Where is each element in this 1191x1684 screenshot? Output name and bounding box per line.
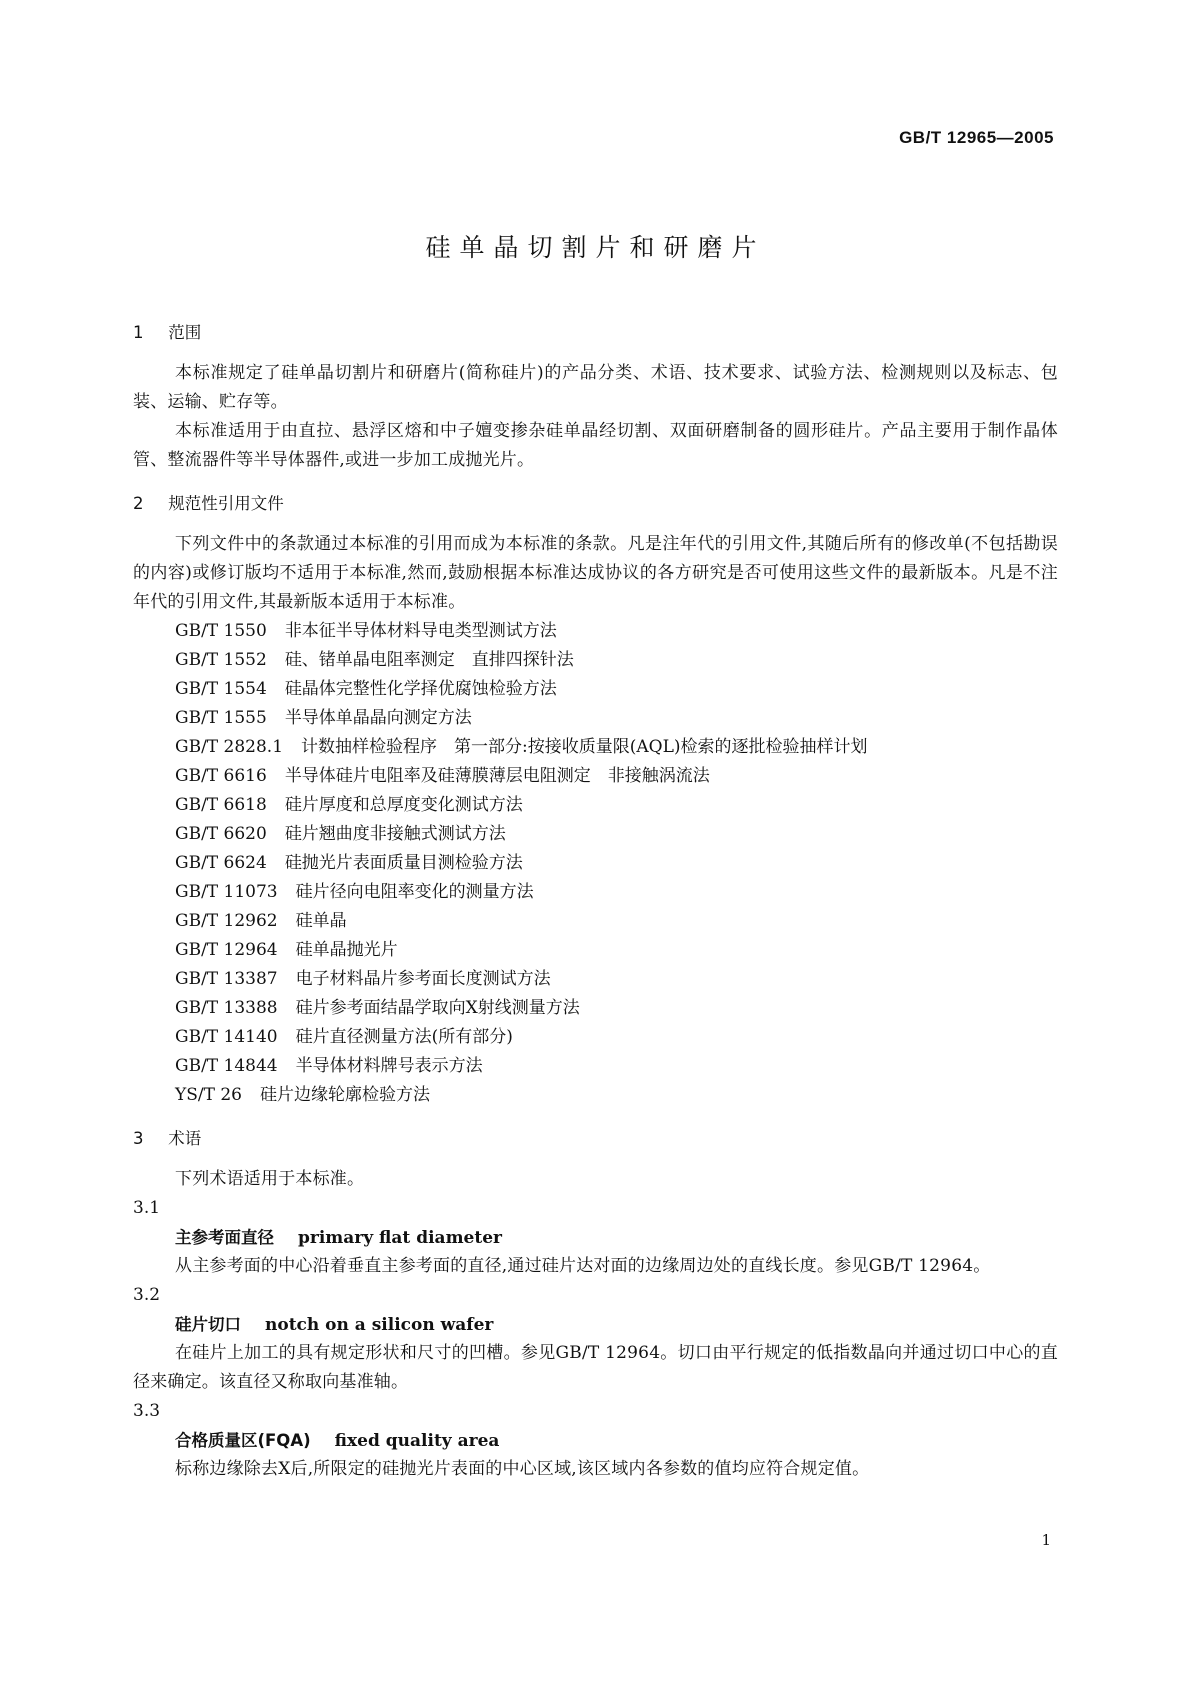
reference-code: GB/T 1550: [175, 621, 267, 641]
reference-item: [133, 704, 1058, 733]
reference-item: [133, 936, 1058, 965]
reference-title: 电子材料晶片参考面长度测试方法: [295, 969, 551, 989]
term-heading: [133, 1310, 1058, 1339]
term-en: notch on a silicon wafer: [265, 1315, 494, 1335]
reference-code: GB/T 6616: [175, 766, 267, 786]
reference-title: 硅片翘曲度非接触式测试方法: [284, 824, 506, 844]
term-heading: [133, 1426, 1058, 1455]
reference-title: 硅片径向电阻率变化的测量方法: [295, 882, 534, 902]
section-number: 1: [133, 323, 144, 342]
term-definition: 在硅片上加工的具有规定形状和尺寸的凹槽。参见GB/T 12964。切口由平行规定的低指数晶向并通过切口中心的直径来确定。该直径又称取向基准轴。: [133, 1343, 1058, 1392]
term-definition: 从主参考面的中心沿着垂直主参考面的直径,通过硅片达对面的边缘周边处的直线长度。参见GB/T 12964。: [175, 1256, 991, 1276]
reference-title: 硅片边缘轮廓检验方法: [259, 1085, 430, 1105]
scope-paragraph-2: 本标准适用于由直拉、悬浮区熔和中子嬗变掺杂硅单晶经切割、双面研磨制备的圆形硅片。产品主要用于制作晶体管、整流器件等半导体器件,或进一步加工成抛光片。: [133, 421, 1058, 470]
reference-item: [133, 907, 1058, 936]
reference-title: 半导体硅片电阻率及硅薄膜薄层电阻测定 非接触涡流法: [284, 766, 710, 786]
reference-item: [133, 1023, 1058, 1052]
reference-code: GB/T 6624: [175, 853, 267, 873]
reference-code: GB/T 2828.1: [175, 737, 284, 757]
section-number: 3: [133, 1129, 144, 1148]
reference-item: [133, 791, 1058, 820]
term-definition: 标称边缘除去X后,所限定的硅抛光片表面的中心区域,该区域内各参数的值均应符合规定值。: [175, 1459, 870, 1479]
reference-list: [133, 617, 1058, 1110]
reference-title: 半导体单晶晶向测定方法: [284, 708, 472, 728]
section-title: 术语: [168, 1129, 202, 1148]
section-heading-1: [133, 318, 1058, 347]
reference-title: 半导体材料牌号表示方法: [295, 1056, 483, 1076]
term-zh: 合格质量区(FQA): [175, 1431, 311, 1450]
document-title: 硅单晶切割片和研磨片: [425, 233, 766, 262]
section-title: 规范性引用文件: [168, 494, 284, 513]
section-heading-3: [133, 1124, 1058, 1153]
reference-item: [133, 1052, 1058, 1081]
reference-code: GB/T 11073: [175, 882, 278, 902]
document-body: [133, 318, 1058, 1484]
section-heading-2: [133, 489, 1058, 518]
reference-code: GB/T 1554: [175, 679, 267, 699]
reference-item: [133, 820, 1058, 849]
reference-title: 硅片厚度和总厚度变化测试方法: [284, 795, 523, 815]
reference-title: 硅单晶: [295, 911, 347, 931]
page-number: 1: [1041, 1531, 1051, 1549]
reference-item: [133, 849, 1058, 878]
scope-paragraph-1: 本标准规定了硅单晶切割片和研磨片(简称硅片)的产品分类、术语、技术要求、试验方法、检测规则以及标志、包装、运输、贮存等。: [133, 363, 1058, 412]
terms-intro: 下列术语适用于本标准。: [175, 1169, 365, 1189]
reference-code: GB/T 12964: [175, 940, 278, 960]
reference-code: GB/T 6620: [175, 824, 267, 844]
reference-code: YS/T 26: [175, 1085, 242, 1105]
reference-item: [133, 965, 1058, 994]
reference-code: GB/T 13388: [175, 998, 278, 1018]
reference-code: GB/T 1552: [175, 650, 267, 670]
term-zh: 硅片切口: [175, 1315, 241, 1334]
reference-code: GB/T 13387: [175, 969, 278, 989]
reference-item: [133, 675, 1058, 704]
term-zh: 主参考面直径: [175, 1228, 274, 1247]
reference-item: [133, 878, 1058, 907]
section-title: 范围: [168, 323, 202, 342]
reference-code: GB/T 1555: [175, 708, 267, 728]
standard-code: GB/T 12965—2005: [899, 128, 1054, 147]
reference-title: 硅单晶抛光片: [295, 940, 398, 960]
reference-item: [133, 733, 1058, 762]
reference-title: 硅抛光片表面质量目测检验方法: [284, 853, 523, 873]
reference-title: 硅片直径测量方法(所有部分): [295, 1027, 513, 1047]
reference-item: [133, 994, 1058, 1023]
reference-title: 硅晶体完整性化学择优腐蚀检验方法: [284, 679, 557, 699]
reference-title: 硅片参考面结晶学取向X射线测量方法: [295, 998, 580, 1018]
references-intro: 下列文件中的条款通过本标准的引用而成为本标准的条款。凡是注年代的引用文件,其随后所有的修改单(不包括勘误的内容)或修订版均不适用于本标准,然而,鼓励根据本标准达成协议的各方研究是否可使用这些文件的最新版本。凡是不注年代的引用文件,其最新版本适用于本标准。: [133, 534, 1058, 612]
term-number: 3.2: [133, 1285, 161, 1305]
reference-code: GB/T 6618: [175, 795, 267, 815]
reference-code: GB/T 14140: [175, 1027, 278, 1047]
section-number: 2: [133, 494, 144, 513]
term-heading: [133, 1223, 1058, 1252]
reference-item: [133, 1081, 1058, 1110]
reference-item: [133, 762, 1058, 791]
term-number: 3.1: [133, 1198, 161, 1218]
reference-title: 计数抽样检验程序 第一部分:按接收质量限(AQL)检索的逐批检验抽样计划: [301, 737, 868, 757]
reference-item: [133, 617, 1058, 646]
reference-title: 硅、锗单晶电阻率测定 直排四探针法: [284, 650, 574, 670]
term-number: 3.3: [133, 1401, 161, 1421]
reference-title: 非本征半导体材料导电类型测试方法: [284, 621, 557, 641]
reference-code: GB/T 14844: [175, 1056, 278, 1076]
reference-code: GB/T 12962: [175, 911, 278, 931]
term-en: fixed quality area: [334, 1431, 500, 1451]
reference-item: [133, 646, 1058, 675]
term-en: primary flat diameter: [298, 1228, 502, 1248]
